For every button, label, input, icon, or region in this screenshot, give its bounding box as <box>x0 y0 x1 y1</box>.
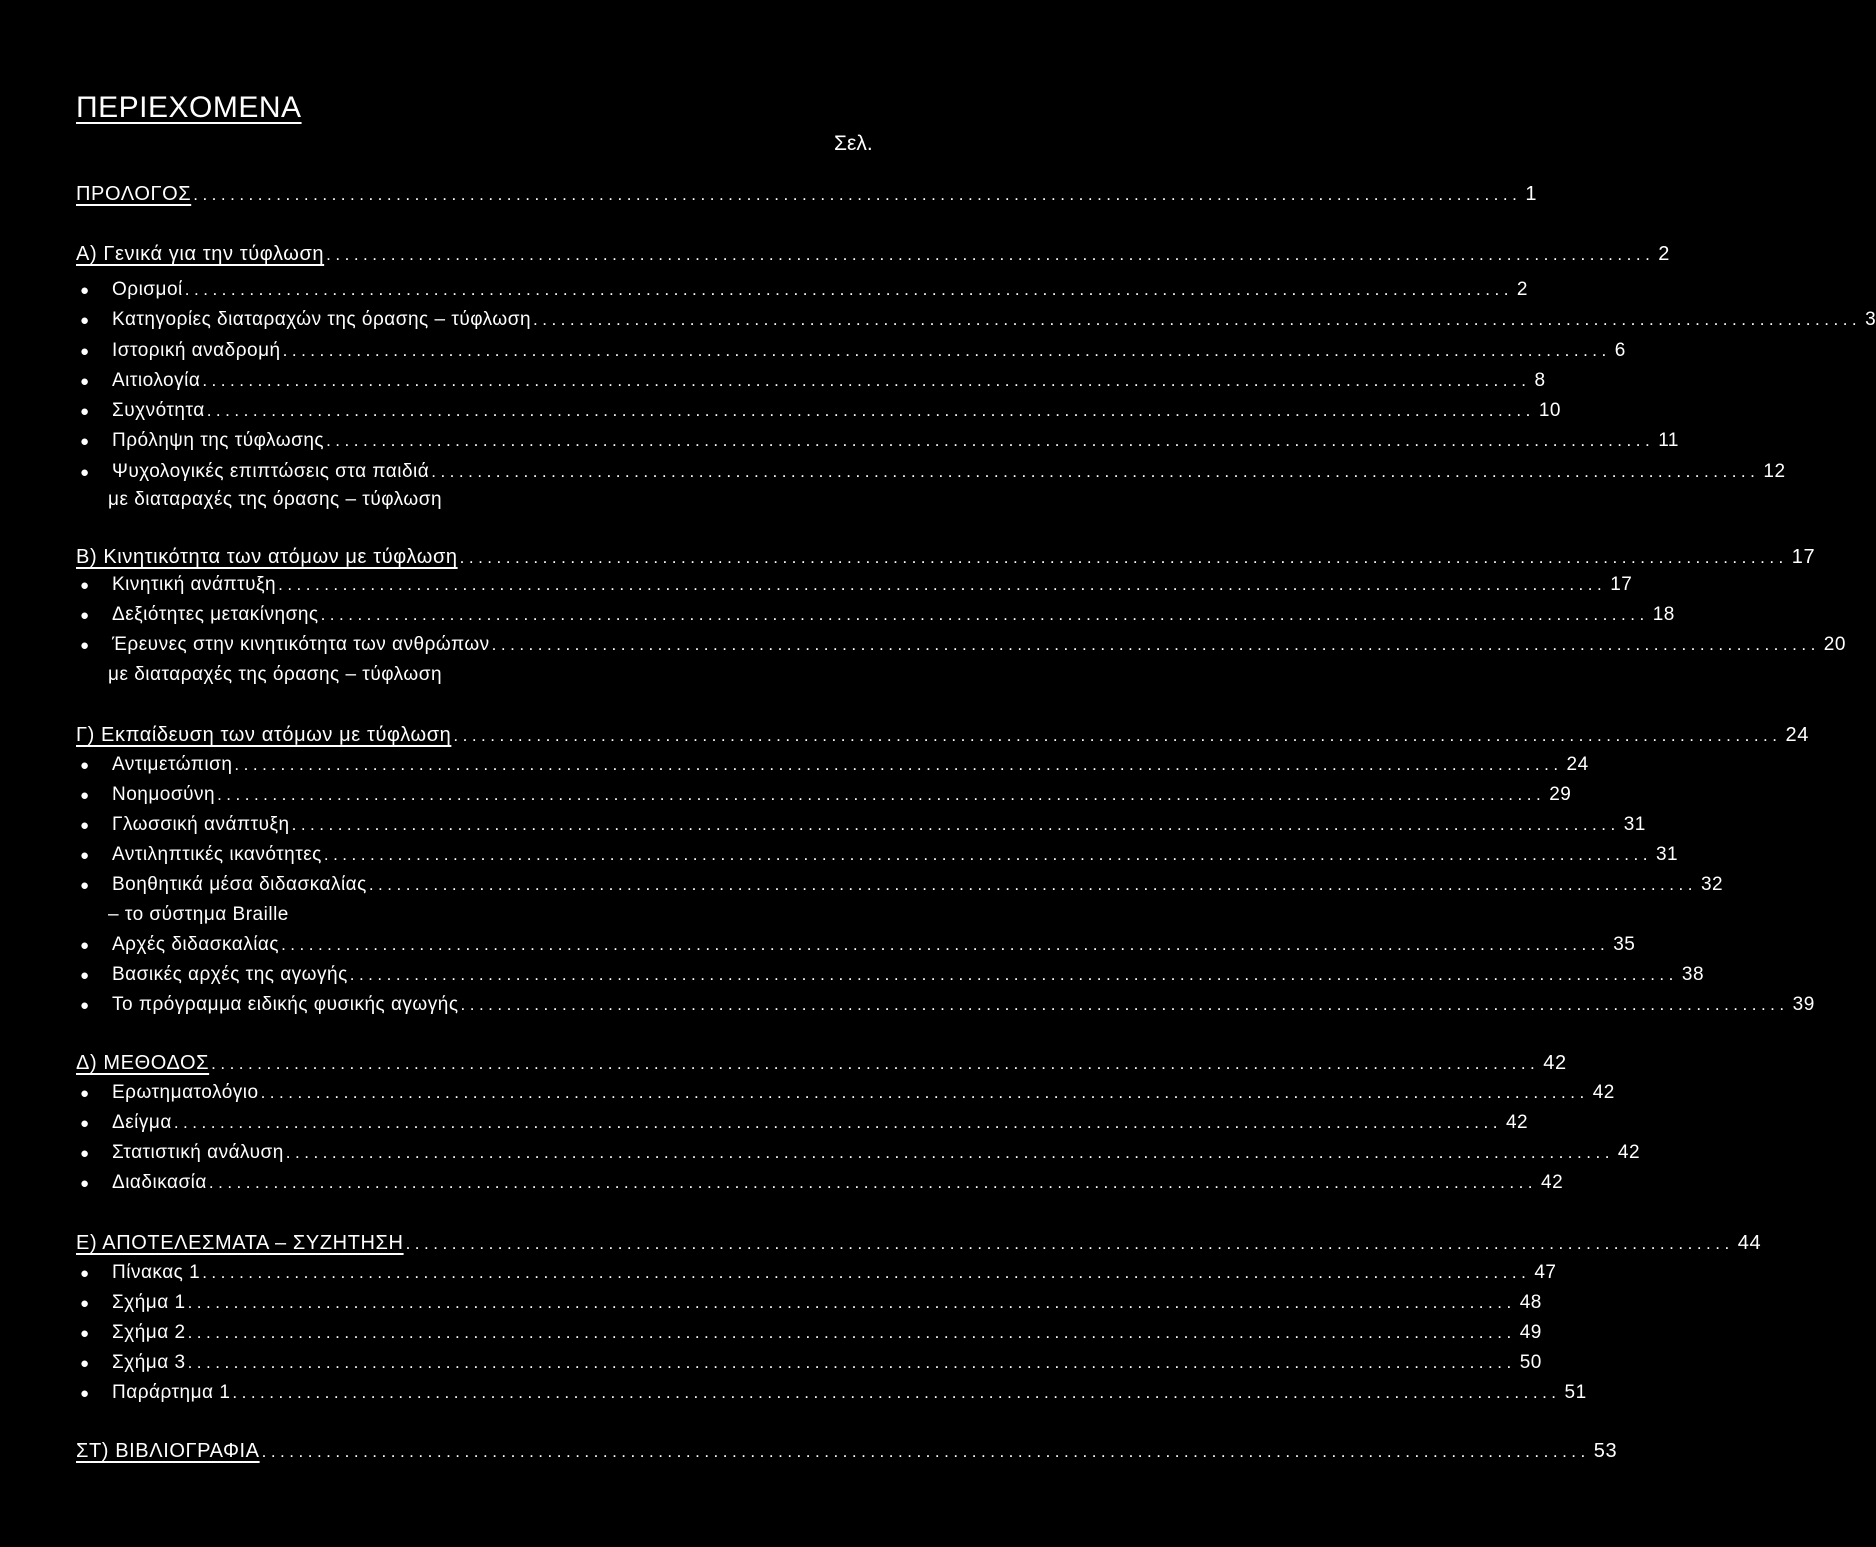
dot-leader: ................................................................................................................................................ <box>323 845 1652 864</box>
page-number: 51 <box>1564 1382 1587 1403</box>
toc-label: Σχήμα 1 <box>112 1292 186 1313</box>
dot-leader: ................................................................................................................................................ <box>202 371 1531 390</box>
bullet-icon: ● <box>80 1145 90 1162</box>
page-number: 2 <box>1658 243 1671 265</box>
bullet-icon: ● <box>80 1385 90 1402</box>
bullet-icon: ● <box>80 403 90 420</box>
toc-item <box>76 601 1675 629</box>
page-number: 31 <box>1655 844 1679 865</box>
page-number: 11 <box>1658 430 1679 451</box>
page-number: 3 <box>1865 309 1876 330</box>
toc-item <box>76 991 1815 1019</box>
toc-section <box>76 1049 1567 1077</box>
toc-section <box>76 240 1671 268</box>
page-number: 47 <box>1534 1262 1557 1283</box>
toc-section <box>76 1437 1618 1465</box>
toc-continuation <box>76 901 896 929</box>
page-number: 8 <box>1534 370 1546 391</box>
toc-item <box>76 871 1724 899</box>
page-number: 42 <box>1541 1172 1564 1193</box>
toc-item <box>76 427 1679 455</box>
dot-leader: ................................................................................................................................................ <box>232 1383 1561 1402</box>
toc-item <box>76 1109 1529 1137</box>
toc-section <box>76 180 1538 208</box>
page-number: 32 <box>1700 874 1724 895</box>
toc-label: Γλωσσική ανάπτυξη <box>112 814 290 835</box>
toc-label: ΣΤ) ΒΙΒΛΙΟΓΡΑΦΙΑ <box>76 1440 260 1462</box>
dot-leader: ................................................................................................................................................ <box>193 185 1522 204</box>
page-number: 50 <box>1519 1352 1542 1373</box>
toc-label: Βασικές αρχές της αγωγής <box>112 964 348 985</box>
dot-leader: ................................................................................................................................................ <box>187 1293 1516 1312</box>
toc-label: Κινητική ανάπτυξη <box>112 574 277 595</box>
toc-label: Νοημοσύνη <box>112 784 216 805</box>
bullet-icon: ● <box>80 637 90 654</box>
page-number: 6 <box>1614 340 1626 361</box>
dot-leader: ................................................................................................................................................ <box>460 995 1789 1014</box>
toc-label: Στατιστική ανάλυση <box>112 1142 284 1163</box>
page-number: 48 <box>1519 1292 1542 1313</box>
toc-continuation <box>76 661 896 689</box>
dot-leader: ................................................................................................................................................ <box>285 1143 1614 1162</box>
page-number: 29 <box>1549 784 1572 805</box>
dot-leader: ................................................................................................................................................ <box>208 1173 1538 1192</box>
table-of-contents <box>76 0 1876 1547</box>
toc-label: ΠΡΟΛΟΓΟΣ <box>76 183 192 205</box>
toc-label: Συχνότητα <box>112 400 205 421</box>
toc-item <box>76 811 1646 839</box>
toc-section <box>76 1229 1762 1257</box>
toc-label: Ερωτηματολόγιο <box>112 1082 259 1103</box>
toc-item <box>76 1139 1641 1167</box>
toc-label: Δεξιότητες μετακίνησης <box>112 604 319 625</box>
toc-item <box>76 1379 1587 1407</box>
toc-label: Ιστορική αναδρομή <box>112 340 281 361</box>
toc-item <box>76 458 1786 486</box>
page-number: 44 <box>1737 1232 1762 1254</box>
dot-leader: ................................................................................................................................................ <box>349 965 1678 984</box>
page-number: 42 <box>1543 1052 1567 1074</box>
bullet-icon: ● <box>80 1085 90 1102</box>
page-number: 24 <box>1566 754 1589 775</box>
bullet-icon: ● <box>80 757 90 774</box>
bullet-icon: ● <box>80 282 90 299</box>
toc-label: Α) Γενικά για την τύφλωση <box>76 243 325 265</box>
dot-leader: ................................................................................................................................................ <box>281 935 1610 954</box>
toc-item <box>76 751 1589 779</box>
bullet-icon: ● <box>80 312 90 329</box>
dot-leader: ................................................................................................................................................ <box>260 1083 1589 1102</box>
toc-label: Ψυχολογικές επιπτώσεις στα παιδιά <box>112 461 430 482</box>
dot-leader: ................................................................................................................................................ <box>326 245 1655 264</box>
toc-item <box>76 1169 1564 1197</box>
toc-label: Πρόληψη της τύφλωσης <box>112 430 325 451</box>
toc-label: Β) Κινητικότητα των ατόμων με τύφλωση <box>76 546 458 568</box>
page-number: 31 <box>1623 814 1646 835</box>
bullet-icon: ● <box>80 464 90 481</box>
toc-item <box>76 1319 1542 1347</box>
toc-item <box>76 961 1705 989</box>
toc-label: Δ) ΜΕΘΟΔΟΣ <box>76 1052 210 1074</box>
dot-leader: ................................................................................................................................................ <box>217 785 1546 804</box>
toc-label: Διαδικασία <box>112 1172 207 1193</box>
toc-item <box>76 631 1846 659</box>
toc-label: – το σύστημα Braille <box>108 904 289 925</box>
toc-item <box>76 571 1633 599</box>
bullet-icon: ● <box>80 1265 90 1282</box>
dot-leader: ................................................................................................................................................ <box>278 575 1607 594</box>
dot-leader: ................................................................................................................................................ <box>206 401 1535 420</box>
page-number: 38 <box>1681 964 1705 985</box>
page-number: 17 <box>1791 546 1816 568</box>
bullet-icon: ● <box>80 607 90 624</box>
bullet-icon: ● <box>80 997 90 1014</box>
page-number: 10 <box>1538 400 1561 421</box>
toc-label: Αιτιολογία <box>112 370 201 391</box>
dot-leader: ................................................................................................................................................ <box>320 605 1649 624</box>
toc-label: Σχήμα 3 <box>112 1352 186 1373</box>
page-number: 35 <box>1613 934 1636 955</box>
page-number: 1 <box>1525 183 1538 205</box>
toc-item <box>76 841 1679 869</box>
toc-item <box>76 367 1546 395</box>
toc-item <box>76 931 1636 959</box>
dot-leader: ................................................................................................................................................ <box>261 1442 1590 1461</box>
page-number: 39 <box>1792 994 1815 1015</box>
dot-leader: ................................................................................................................................................ <box>282 341 1611 360</box>
dot-leader: ................................................................................................................................................ <box>187 1353 1516 1372</box>
bullet-icon: ● <box>80 1115 90 1132</box>
dot-leader: ................................................................................................................................................ <box>533 310 1862 329</box>
toc-item <box>76 276 1528 304</box>
bullet-icon: ● <box>80 877 90 894</box>
page-number: 42 <box>1617 1142 1641 1163</box>
dot-leader: ................................................................................................................................................ <box>184 280 1513 299</box>
toc-item <box>76 306 1876 334</box>
dot-leader: ................................................................................................................................................ <box>326 431 1655 450</box>
toc-section <box>76 543 1816 571</box>
dot-leader: ................................................................................................................................................ <box>368 875 1697 894</box>
dot-leader: ................................................................................................................................................ <box>211 1054 1540 1073</box>
toc-continuation <box>76 486 896 514</box>
page-title: ΠΕΡΙΕΧΟΜΕΝΑ <box>76 91 302 124</box>
toc-label: Γ) Εκπαίδευση των ατόμων με τύφλωση <box>76 724 452 746</box>
dot-leader: ................................................................................................................................................ <box>291 815 1620 834</box>
page-number: 12 <box>1763 461 1786 482</box>
page-number: 53 <box>1593 1440 1618 1462</box>
toc-label: Ε) ΑΠΟΤΕΛΕΣΜΑΤΑ – ΣΥΖΗΤΗΣΗ <box>76 1232 404 1254</box>
bullet-icon: ● <box>80 937 90 954</box>
dot-leader: ................................................................................................................................................ <box>187 1323 1516 1342</box>
toc-label: Αντιληπτικές ικανότητες <box>112 844 322 865</box>
page-number: 17 <box>1610 574 1633 595</box>
toc-label: Παράρτημα 1 <box>112 1382 231 1403</box>
bullet-icon: ● <box>80 373 90 390</box>
toc-item <box>76 337 1626 365</box>
toc-label: Σχήμα 2 <box>112 1322 186 1343</box>
dot-leader: ................................................................................................................................................ <box>173 1113 1502 1132</box>
bullet-icon: ● <box>80 1325 90 1342</box>
page-number: 49 <box>1519 1322 1542 1343</box>
page-number: 20 <box>1823 634 1846 655</box>
toc-label: Το πρόγραμμα ειδικής φυσικής αγωγής <box>112 994 459 1015</box>
toc-label: Βοηθητικά μέσα διδασκαλίας <box>112 874 367 895</box>
bullet-icon: ● <box>80 967 90 984</box>
toc-label: Δείγμα <box>112 1112 172 1133</box>
dot-leader: ................................................................................................................................................ <box>234 755 1563 774</box>
toc-label: Έρευνες στην κινητικότητα των ανθρώπων <box>112 634 490 655</box>
bullet-icon: ● <box>80 433 90 450</box>
toc-label: με διαταραχές της όρασης – τύφλωση <box>108 664 443 685</box>
toc-label: Αντιμετώπιση <box>112 754 233 775</box>
dot-leader: ................................................................................................................................................ <box>202 1263 1531 1282</box>
bullet-icon: ● <box>80 1295 90 1312</box>
dot-leader: ................................................................................................................................................ <box>491 635 1820 654</box>
bullet-icon: ● <box>80 787 90 804</box>
dot-leader: ................................................................................................................................................ <box>453 726 1782 745</box>
bullet-icon: ● <box>80 577 90 594</box>
toc-label: Αρχές διδασκαλίας <box>112 934 280 955</box>
bullet-icon: ● <box>80 817 90 834</box>
page-number: 42 <box>1592 1082 1615 1103</box>
page-number: 2 <box>1516 279 1528 300</box>
bullet-icon: ● <box>80 343 90 360</box>
bullet-icon: ● <box>80 847 90 864</box>
toc-item <box>76 1259 1557 1287</box>
toc-item <box>76 1079 1615 1107</box>
dot-leader: ................................................................................................................................................ <box>459 548 1788 567</box>
page-number: 24 <box>1785 724 1809 746</box>
page-number: 42 <box>1505 1112 1529 1133</box>
page-number: 18 <box>1652 604 1675 625</box>
toc-item <box>76 1289 1542 1317</box>
toc-label: Κατηγορίες διαταραχών της όρασης – τύφλωση <box>112 309 532 330</box>
dot-leader: ................................................................................................................................................ <box>405 1234 1734 1253</box>
toc-label: με διαταραχές της όρασης – τύφλωση <box>108 489 443 510</box>
toc-label: Ορισμοί <box>112 279 183 300</box>
toc-section <box>76 721 1809 749</box>
bullet-icon: ● <box>80 1355 90 1372</box>
dot-leader: ................................................................................................................................................ <box>431 462 1760 481</box>
toc-item <box>76 781 1572 809</box>
toc-item <box>76 1349 1542 1377</box>
page-column-header: Σελ. <box>834 132 873 155</box>
toc-label: Πίνακας 1 <box>112 1262 201 1283</box>
bullet-icon: ● <box>80 1175 90 1192</box>
toc-item <box>76 397 1561 425</box>
